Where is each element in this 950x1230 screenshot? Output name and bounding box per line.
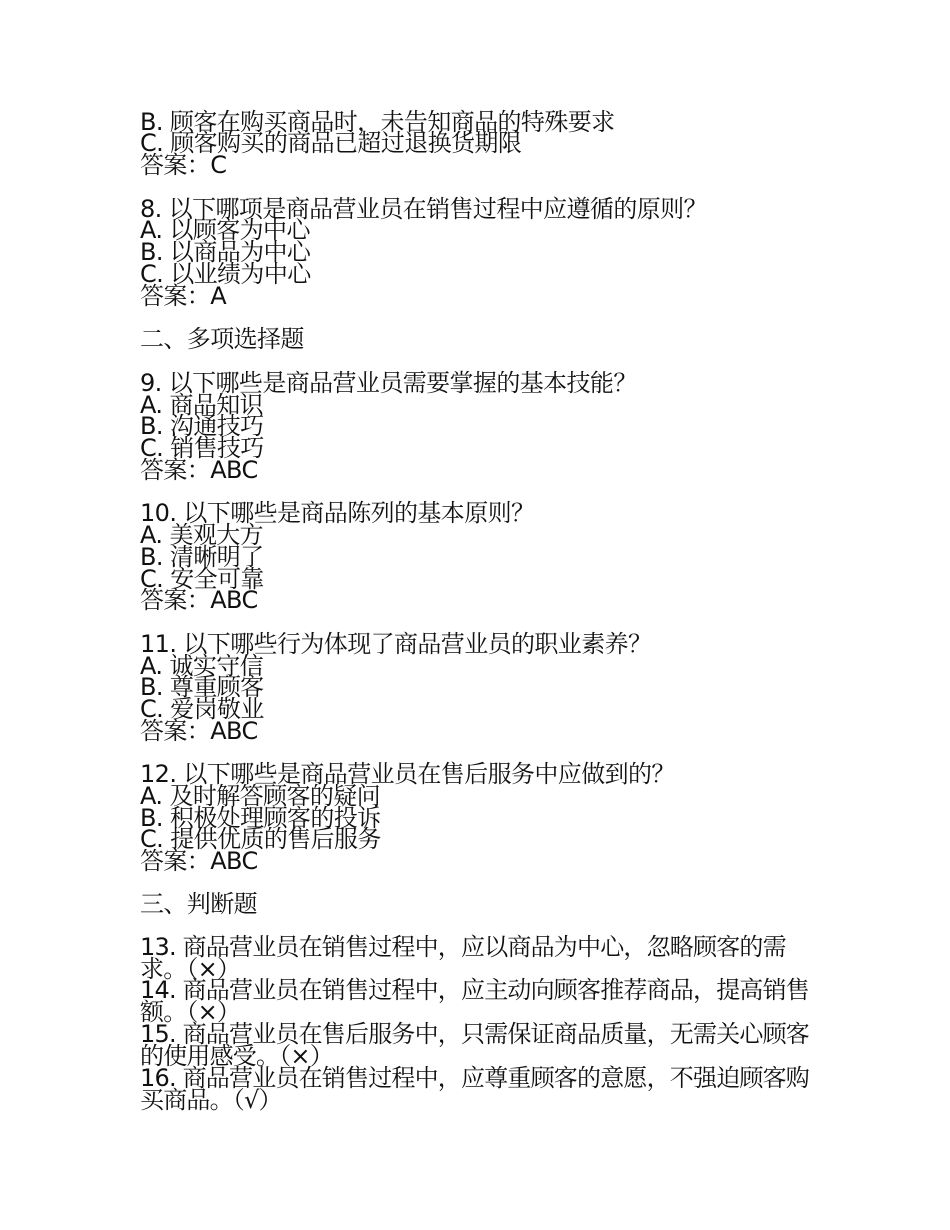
q12-option-a: A. 及时解答顾客的疑问	[140, 782, 381, 810]
q8-option-a: A. 以顾客为中心	[140, 216, 310, 244]
q12-option-c: C. 提供优质的售后服务	[140, 825, 381, 853]
q11-answer: 答案：ABC	[140, 717, 258, 745]
q12-answer: 答案：ABC	[140, 847, 258, 875]
q8-answer: 答案：A	[140, 282, 227, 310]
section-heading-true-false: 三、判断题	[140, 890, 257, 918]
q8-option-b: B. 以商品为中心	[140, 238, 311, 266]
q11-option-a: A. 诚实守信	[140, 652, 264, 680]
question-10: 10. 以下哪些是商品陈列的基本原则？	[140, 499, 535, 527]
q8-option-c: C. 以业绩为中心	[140, 260, 311, 288]
q11-option-b: B. 尊重顾客	[140, 673, 264, 701]
answer-top: 答案：C	[140, 151, 227, 179]
q10-answer: 答案：ABC	[140, 586, 258, 614]
q9-answer: 答案：ABC	[140, 456, 258, 484]
question-11: 11. 以下哪些行为体现了商品营业员的职业素养？	[140, 630, 652, 658]
q10-option-c: C. 安全可靠	[140, 565, 264, 593]
q12-option-b: B. 积极处理顾客的投诉	[140, 804, 381, 832]
judgment-13: 13. 商品营业员在销售过程中，应以商品为中心，忽略顾客的需求。（×）	[140, 933, 786, 983]
q10-option-b: B. 清晰明了	[140, 543, 264, 571]
q11-option-c: C. 爱岗敬业	[140, 695, 264, 723]
option-b-top: B. 顾客在购买商品时，未告知商品的特殊要求	[140, 108, 615, 136]
q9-option-c: C. 销售技巧	[140, 434, 264, 462]
section-heading-multiple-choice: 二、多项选择题	[140, 325, 304, 353]
question-8: 8. 以下哪项是商品营业员在销售过程中应遵循的原则？	[140, 195, 707, 223]
question-9: 9. 以下哪些是商品营业员需要掌握的基本技能？	[140, 369, 637, 397]
option-c-top: C. 顾客购买的商品已超过退换货期限	[140, 129, 522, 157]
judgment-15: 15. 商品营业员在售后服务中，只需保证商品质量，无需关心顾客的使用感受。（×）	[140, 1020, 809, 1070]
q9-option-b: B. 沟通技巧	[140, 412, 264, 440]
q9-option-a: A. 商品知识	[140, 391, 264, 419]
judgment-16: 16. 商品营业员在销售过程中，应尊重顾客的意愿，不强迫顾客购买商品。（√）	[140, 1064, 809, 1114]
q10-option-a: A. 美观大方	[140, 521, 264, 549]
question-12: 12. 以下哪些是商品营业员在售后服务中应做到的？	[140, 760, 675, 788]
judgment-14: 14. 商品营业员在销售过程中，应主动向顾客推荐商品，提高销售额。（×）	[140, 976, 809, 1026]
